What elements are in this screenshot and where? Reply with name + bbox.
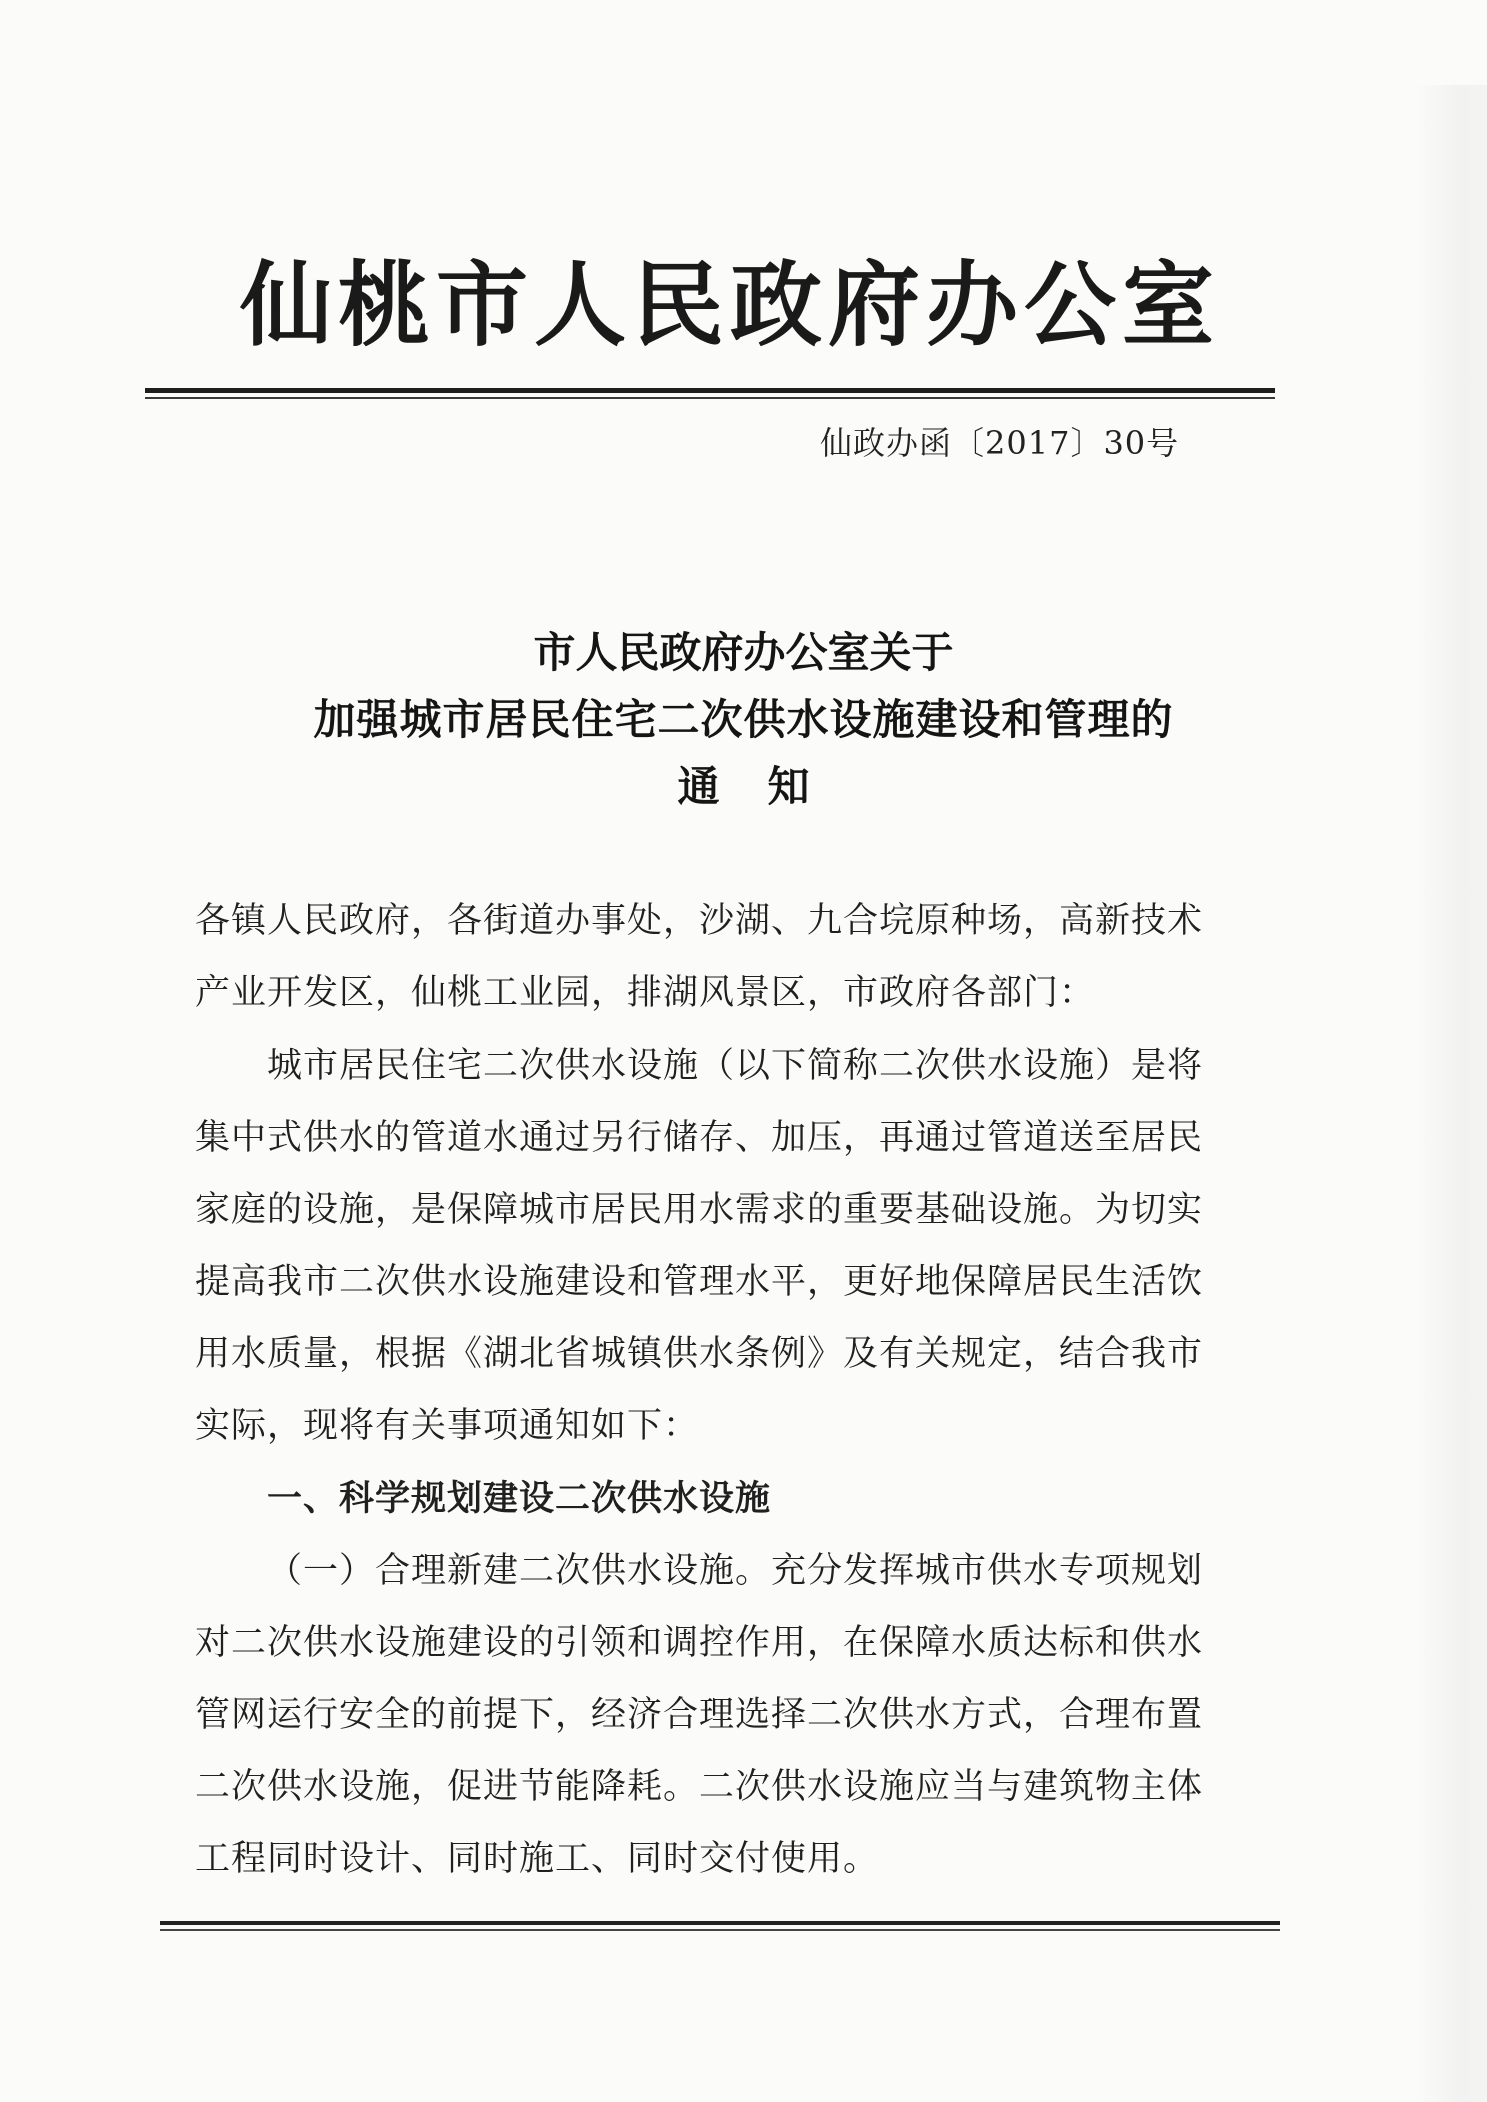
issuer-title: 仙桃市人民政府办公室	[240, 251, 1221, 359]
document-number: 仙政办函〔2017〕30号	[820, 424, 1180, 462]
header-rule-thick	[145, 388, 1275, 393]
paragraph-1-line: 实际，现将有关事项通知如下：	[195, 1406, 700, 1446]
footer-rule-thin	[160, 1929, 1280, 1931]
header-rule-thin	[145, 397, 1275, 399]
addressees-line-2: 产业开发区，仙桃工业园，排湖风景区，市政府各部门：	[195, 973, 1096, 1013]
section-1-heading: 一、科学规划建设二次供水设施	[267, 1478, 772, 1519]
paragraph-2	[195, 1535, 1225, 1895]
notice-title-line-1: 市人民政府办公室关于	[533, 628, 954, 677]
notice-title-line-2: 加强城市居民住宅二次供水设施建设和管理的	[313, 695, 1174, 744]
paragraph-2-line: 二次供水设施，促进节能降耗。二次供水设施应当与建筑物主体	[195, 1767, 1204, 1807]
section-1	[195, 1463, 1225, 1535]
paragraph-1-line: 集中式供水的管道水通过另行储存、加压，再通过管道送至居民	[195, 1118, 1204, 1158]
paragraph-2-line: 管网运行安全的前提下，经济合理选择二次供水方式，合理布置	[195, 1695, 1204, 1735]
scan-edge-shadow	[1415, 85, 1487, 2102]
notice-title-line-3: 通知	[677, 762, 858, 811]
paragraph-2-line: 对二次供水设施建设的引领和调控作用，在保障水质达标和供水	[195, 1623, 1204, 1663]
addressees	[195, 885, 1225, 1029]
paragraph-1	[195, 1030, 1225, 1462]
paragraph-2-line: （一）合理新建二次供水设施。充分发挥城市供水专项规划	[267, 1551, 1204, 1591]
paragraph-1-line: 用水质量，根据《湖北省城镇供水条例》及有关规定，结合我市	[195, 1334, 1204, 1374]
paragraph-1-line: 城市居民住宅二次供水设施（以下简称二次供水设施）是将	[267, 1046, 1204, 1086]
paragraph-1-line: 家庭的设施，是保障城市居民用水需求的重要基础设施。为切实	[195, 1190, 1204, 1230]
footer-rule-thick	[160, 1921, 1280, 1925]
addressees-line-1: 各镇人民政府，各街道办事处，沙湖、九合垸原种场，高新技术	[195, 901, 1204, 941]
paragraph-2-line: 工程同时设计、同时施工、同时交付使用。	[195, 1839, 880, 1879]
paragraph-1-line: 提高我市二次供水设施建设和管理水平，更好地保障居民生活饮	[195, 1262, 1204, 1302]
